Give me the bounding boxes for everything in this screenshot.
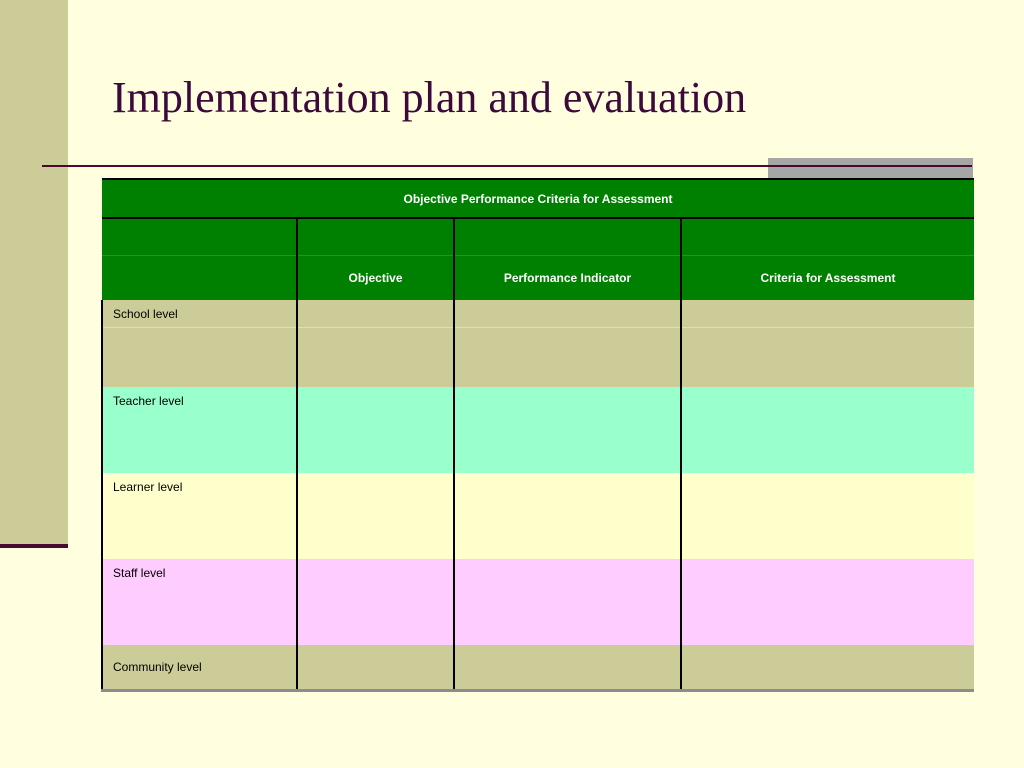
- header-spacer-cell: [297, 218, 454, 256]
- table-cell: [454, 500, 681, 559]
- table-header-spacer-row: [102, 218, 974, 256]
- table-cell: [454, 473, 681, 500]
- table-cell: [297, 473, 454, 500]
- table-cell: [681, 586, 974, 645]
- table-row: [102, 645, 974, 691]
- table-row: [102, 300, 974, 328]
- row-label-staff: Staff level: [102, 559, 297, 586]
- sidebar-rule: [0, 544, 68, 548]
- row-label-teacher: Teacher level: [102, 387, 297, 414]
- table-cell: [681, 473, 974, 500]
- table-cell: [454, 414, 681, 473]
- table-cell: [102, 414, 297, 473]
- table-cell: [297, 300, 454, 328]
- title-rule: [42, 165, 972, 167]
- table-cell: [297, 559, 454, 586]
- table-cell: [102, 586, 297, 645]
- table-cell: [681, 328, 974, 388]
- table-caption: Objective Performance Criteria for Assessment: [102, 179, 974, 218]
- table-row: [102, 559, 974, 586]
- table-cell: [454, 328, 681, 388]
- table-row: [102, 414, 974, 473]
- table-row: [102, 586, 974, 645]
- column-header-objective: Objective: [297, 256, 454, 301]
- assessment-table: [101, 178, 974, 692]
- column-header-level: [102, 256, 297, 301]
- table-cell: [297, 414, 454, 473]
- table-caption-row: [102, 179, 974, 218]
- table-cell: [297, 500, 454, 559]
- table-cell: [681, 387, 974, 414]
- table-cell: [297, 328, 454, 388]
- title-rule-accent: [768, 158, 973, 178]
- table-cell: [297, 586, 454, 645]
- table-cell: [454, 300, 681, 328]
- table-cell: [681, 559, 974, 586]
- table-header-row: [102, 256, 974, 301]
- table-row: [102, 500, 974, 559]
- table-row: [102, 328, 974, 388]
- table-cell: [454, 559, 681, 586]
- table-cell: [681, 500, 974, 559]
- table-row: [102, 387, 974, 414]
- table-cell: [681, 645, 974, 691]
- table-cell: [454, 387, 681, 414]
- table-cell: [297, 645, 454, 691]
- row-label-learner: Learner level: [102, 473, 297, 500]
- table-cell: [102, 500, 297, 559]
- table-row: [102, 473, 974, 500]
- table-cell: [297, 387, 454, 414]
- sidebar-decoration: [0, 0, 68, 545]
- header-spacer-cell: [454, 218, 681, 256]
- column-header-criteria: Criteria for Assessment: [681, 256, 974, 301]
- table-cell: [102, 328, 297, 388]
- row-label-community: Community level: [102, 645, 297, 691]
- slide-title: Implementation plan and evaluation: [112, 73, 747, 122]
- table-cell: [454, 586, 681, 645]
- row-label-school: School level: [102, 300, 297, 328]
- header-spacer-cell: [681, 218, 974, 256]
- table-cell: [454, 645, 681, 691]
- table-cell: [681, 300, 974, 328]
- table-cell: [681, 414, 974, 473]
- header-spacer-cell: [102, 218, 297, 256]
- column-header-performance-indicator: Performance Indicator: [454, 256, 681, 301]
